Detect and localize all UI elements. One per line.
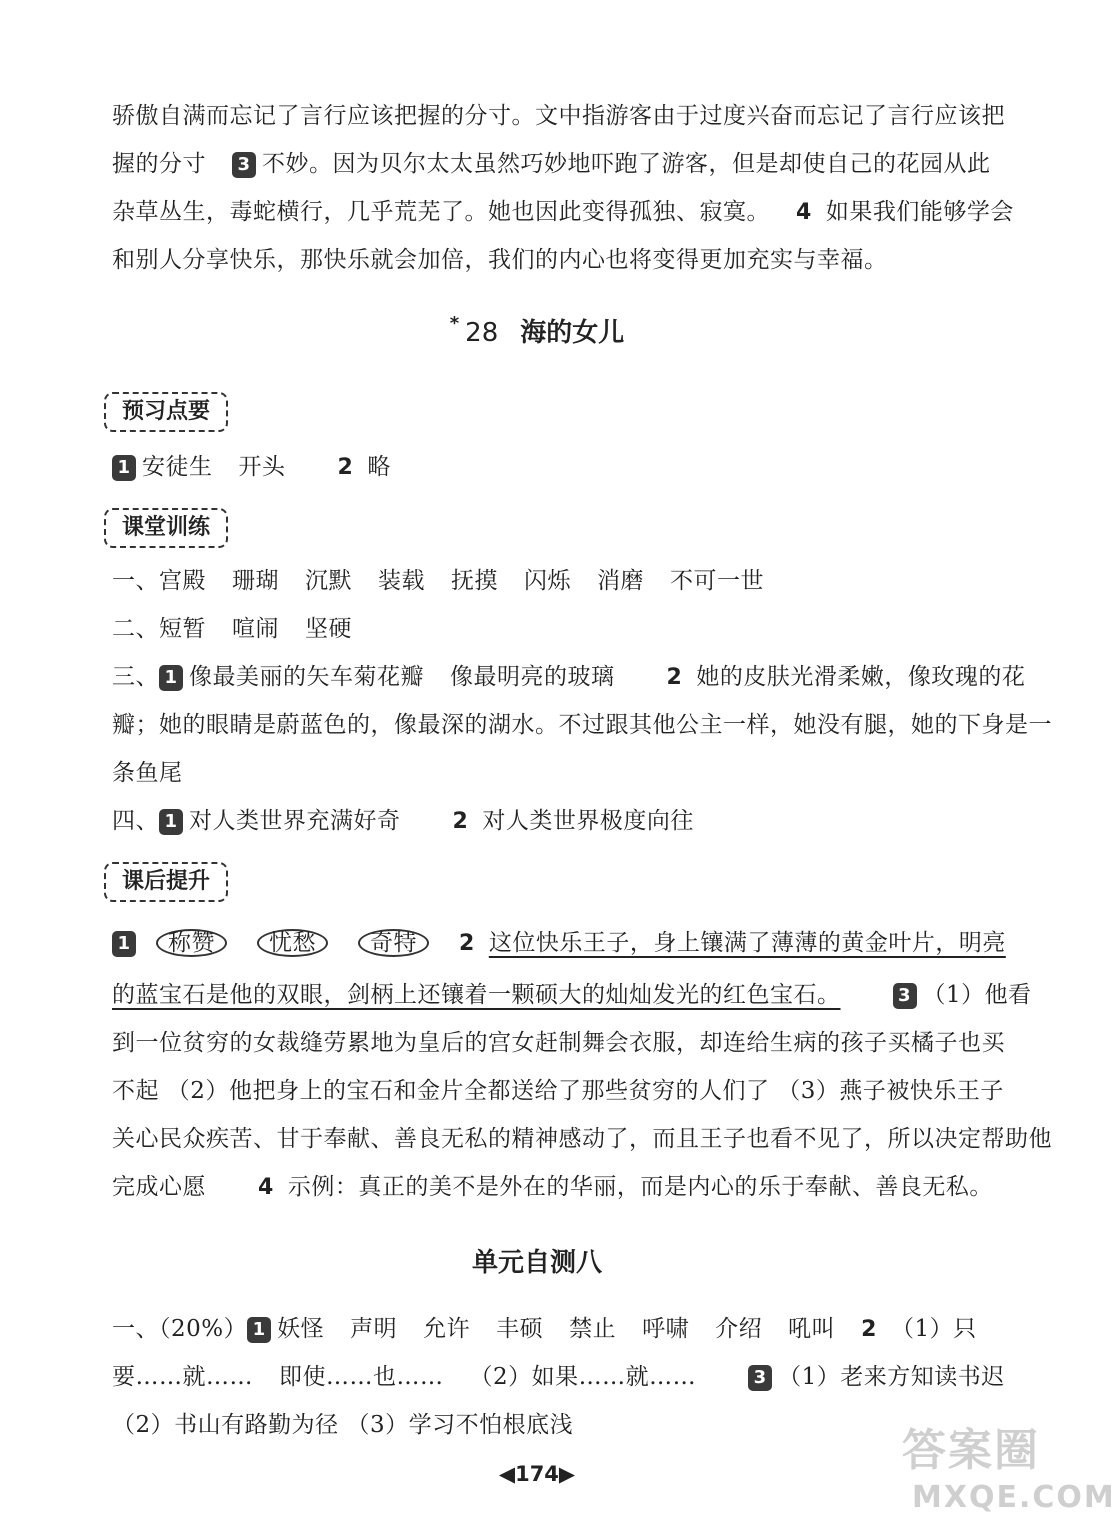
- answer-text: 完成心愿: [112, 1174, 206, 1200]
- word: 丰硕: [496, 1316, 544, 1342]
- text-line: [112, 806, 982, 837]
- answer-text: 即使……也……: [279, 1364, 444, 1390]
- part-label: 一、: [112, 568, 159, 594]
- item-number-badge: 1: [159, 665, 183, 691]
- word: 不可一世: [670, 568, 764, 594]
- answer-text: （1）只: [890, 1316, 977, 1342]
- text-line: [112, 452, 982, 483]
- text-line: 骄傲自满而忘记了言行应该把握的分寸。文中指游客由于过度兴奋而忘记了言行应该把: [112, 103, 1005, 129]
- word: 禁止: [569, 1316, 617, 1342]
- lesson-title: [0, 312, 1074, 349]
- underlined-answer: 这位快乐王子，身上镶满了薄薄的黄金叶片，明亮: [488, 930, 1006, 956]
- text-line: （2）书山有路勤为径 （3）学习不怕根底浅: [112, 1412, 574, 1438]
- text-line: 瓣；她的眼睛是蔚蓝色的，像最深的湖水。不过跟其他公主一样，她没有腿，她的下身是一: [112, 712, 1052, 738]
- item-number-badge: 3: [893, 983, 917, 1009]
- word: 抚摸: [451, 568, 498, 594]
- word: 喧闹: [232, 616, 279, 642]
- circled-word: 忧愁: [257, 929, 328, 957]
- section-label-after: 课后提升: [104, 862, 228, 902]
- text-line: [112, 1314, 982, 1345]
- answer-text: 对人类世界充满好奇: [189, 808, 401, 834]
- item-number: 4: [796, 200, 812, 225]
- answer-text: 像最美丽的矢车菊花瓣: [189, 664, 424, 690]
- answer-text: 要……就……: [112, 1364, 253, 1390]
- part-label: 一、（20%）: [112, 1316, 248, 1342]
- part-label: 四、: [112, 808, 159, 834]
- text-line: 条鱼尾: [112, 760, 183, 786]
- part-label: 三、: [112, 664, 159, 690]
- word: 闪烁: [524, 568, 571, 594]
- text-line: [112, 980, 1032, 1010]
- item-number: 2: [459, 931, 475, 956]
- word: 珊瑚: [232, 568, 279, 594]
- word: 短暂: [159, 616, 206, 642]
- page-prev-arrow-icon: ◀: [498, 1462, 516, 1486]
- word: 允许: [423, 1316, 471, 1342]
- item-number-badge: 3: [748, 1365, 772, 1391]
- word: 介绍: [715, 1316, 763, 1342]
- word: 消磨: [597, 568, 644, 594]
- answer-text: 示例：真正的美不是外在的华丽，而是内心的乐于奉献、善良无私。: [287, 1174, 993, 1200]
- word: 装载: [378, 568, 425, 594]
- text-line: 和别人分享快乐，那快乐就会加倍，我们的内心也将变得更加充实与幸福。: [112, 247, 888, 273]
- text-line: 不起 （2）他把身上的宝石和金片全都送给了那些贫穷的人们了 （3）燕子被快乐王子: [112, 1078, 1004, 1104]
- word: 妖怪: [277, 1316, 325, 1342]
- answer-text: （1）老来方知读书迟: [778, 1364, 1005, 1390]
- text-line: [112, 1172, 993, 1203]
- lesson-name: 海的女儿: [520, 318, 625, 348]
- circled-word: 称赞: [156, 929, 227, 957]
- answer-text: 略: [367, 454, 391, 480]
- text-segment: 杂草丛生，毒蛇横行，几乎荒芜了。她也因此变得孤独、寂寞。: [112, 199, 770, 225]
- section-label-class: 课堂训练: [104, 508, 228, 548]
- item-number-badge: 1: [112, 931, 136, 957]
- answer-text: 安徒生: [142, 454, 213, 480]
- part-label: 二、: [112, 616, 159, 642]
- text-line: [112, 614, 982, 644]
- item-number: 2: [861, 1317, 877, 1342]
- text-segment: 握的分寸: [112, 151, 206, 177]
- watermark-url: MXQE.COM: [912, 1480, 1116, 1515]
- text-line: [112, 197, 1014, 228]
- unit-title: 单元自测八: [471, 1248, 602, 1278]
- text-line: [112, 566, 982, 596]
- text-line: [112, 1362, 1005, 1392]
- answer-text: 她的皮肤光滑柔嫩，像玫瑰的花: [696, 664, 1026, 690]
- text-segment: 如果我们能够学会: [825, 199, 1014, 225]
- item-number-badge: 3: [232, 152, 256, 178]
- text-line: 关心民众疾苦、甘于奉献、善良无私的精神感动了，而且王子也看不见了，所以决定帮助他: [112, 1126, 1052, 1152]
- answer-text: 像最明亮的玻璃: [450, 664, 615, 690]
- lesson-number: 28: [465, 318, 499, 348]
- text-line: [112, 149, 991, 179]
- item-number: 2: [666, 665, 683, 690]
- text-line: 到一位贫穷的女裁缝劳累地为皇后的宫女赶制舞会衣服，却连给生病的孩子买橘子也买: [112, 1030, 1005, 1056]
- answer-text: （2）如果……就……: [469, 1364, 697, 1390]
- text-segment: 不妙。因为贝尔太太虽然巧妙地吓跑了游客，但是却使自己的花园从此: [262, 151, 991, 177]
- word: 呼啸: [642, 1316, 690, 1342]
- item-number: 2: [452, 809, 469, 834]
- word: 吼叫: [788, 1316, 836, 1342]
- item-number-badge: 1: [247, 1317, 271, 1343]
- circled-word: 奇特: [358, 929, 429, 957]
- section-label-preview: 预习点要: [104, 392, 228, 432]
- lesson-star: *: [449, 313, 460, 334]
- item-number: 4: [258, 1175, 274, 1200]
- answer-text: （1）他看: [922, 982, 1032, 1008]
- answer-text: 对人类世界极度向往: [482, 808, 694, 834]
- item-number-badge: 1: [112, 455, 136, 481]
- word: 声明: [350, 1316, 398, 1342]
- item-number-badge: 1: [159, 809, 183, 835]
- word: 沉默: [305, 568, 352, 594]
- word: 坚硬: [305, 616, 352, 642]
- watermark-logo: [902, 1414, 1116, 1524]
- answer-text: 开头: [238, 454, 286, 480]
- item-number: 2: [337, 455, 354, 480]
- underlined-answer: 的蓝宝石是他的双眼，剑柄上还镶着一颗硕大的灿灿发光的红色宝石。: [112, 982, 841, 1008]
- text-line: [112, 662, 1026, 693]
- page-next-arrow-icon: ▶: [558, 1462, 576, 1486]
- page-number-value: 174: [515, 1462, 559, 1486]
- watermark-text: 答案圈: [902, 1425, 1040, 1476]
- word: 宫殿: [159, 568, 206, 594]
- text-line: [112, 928, 1006, 959]
